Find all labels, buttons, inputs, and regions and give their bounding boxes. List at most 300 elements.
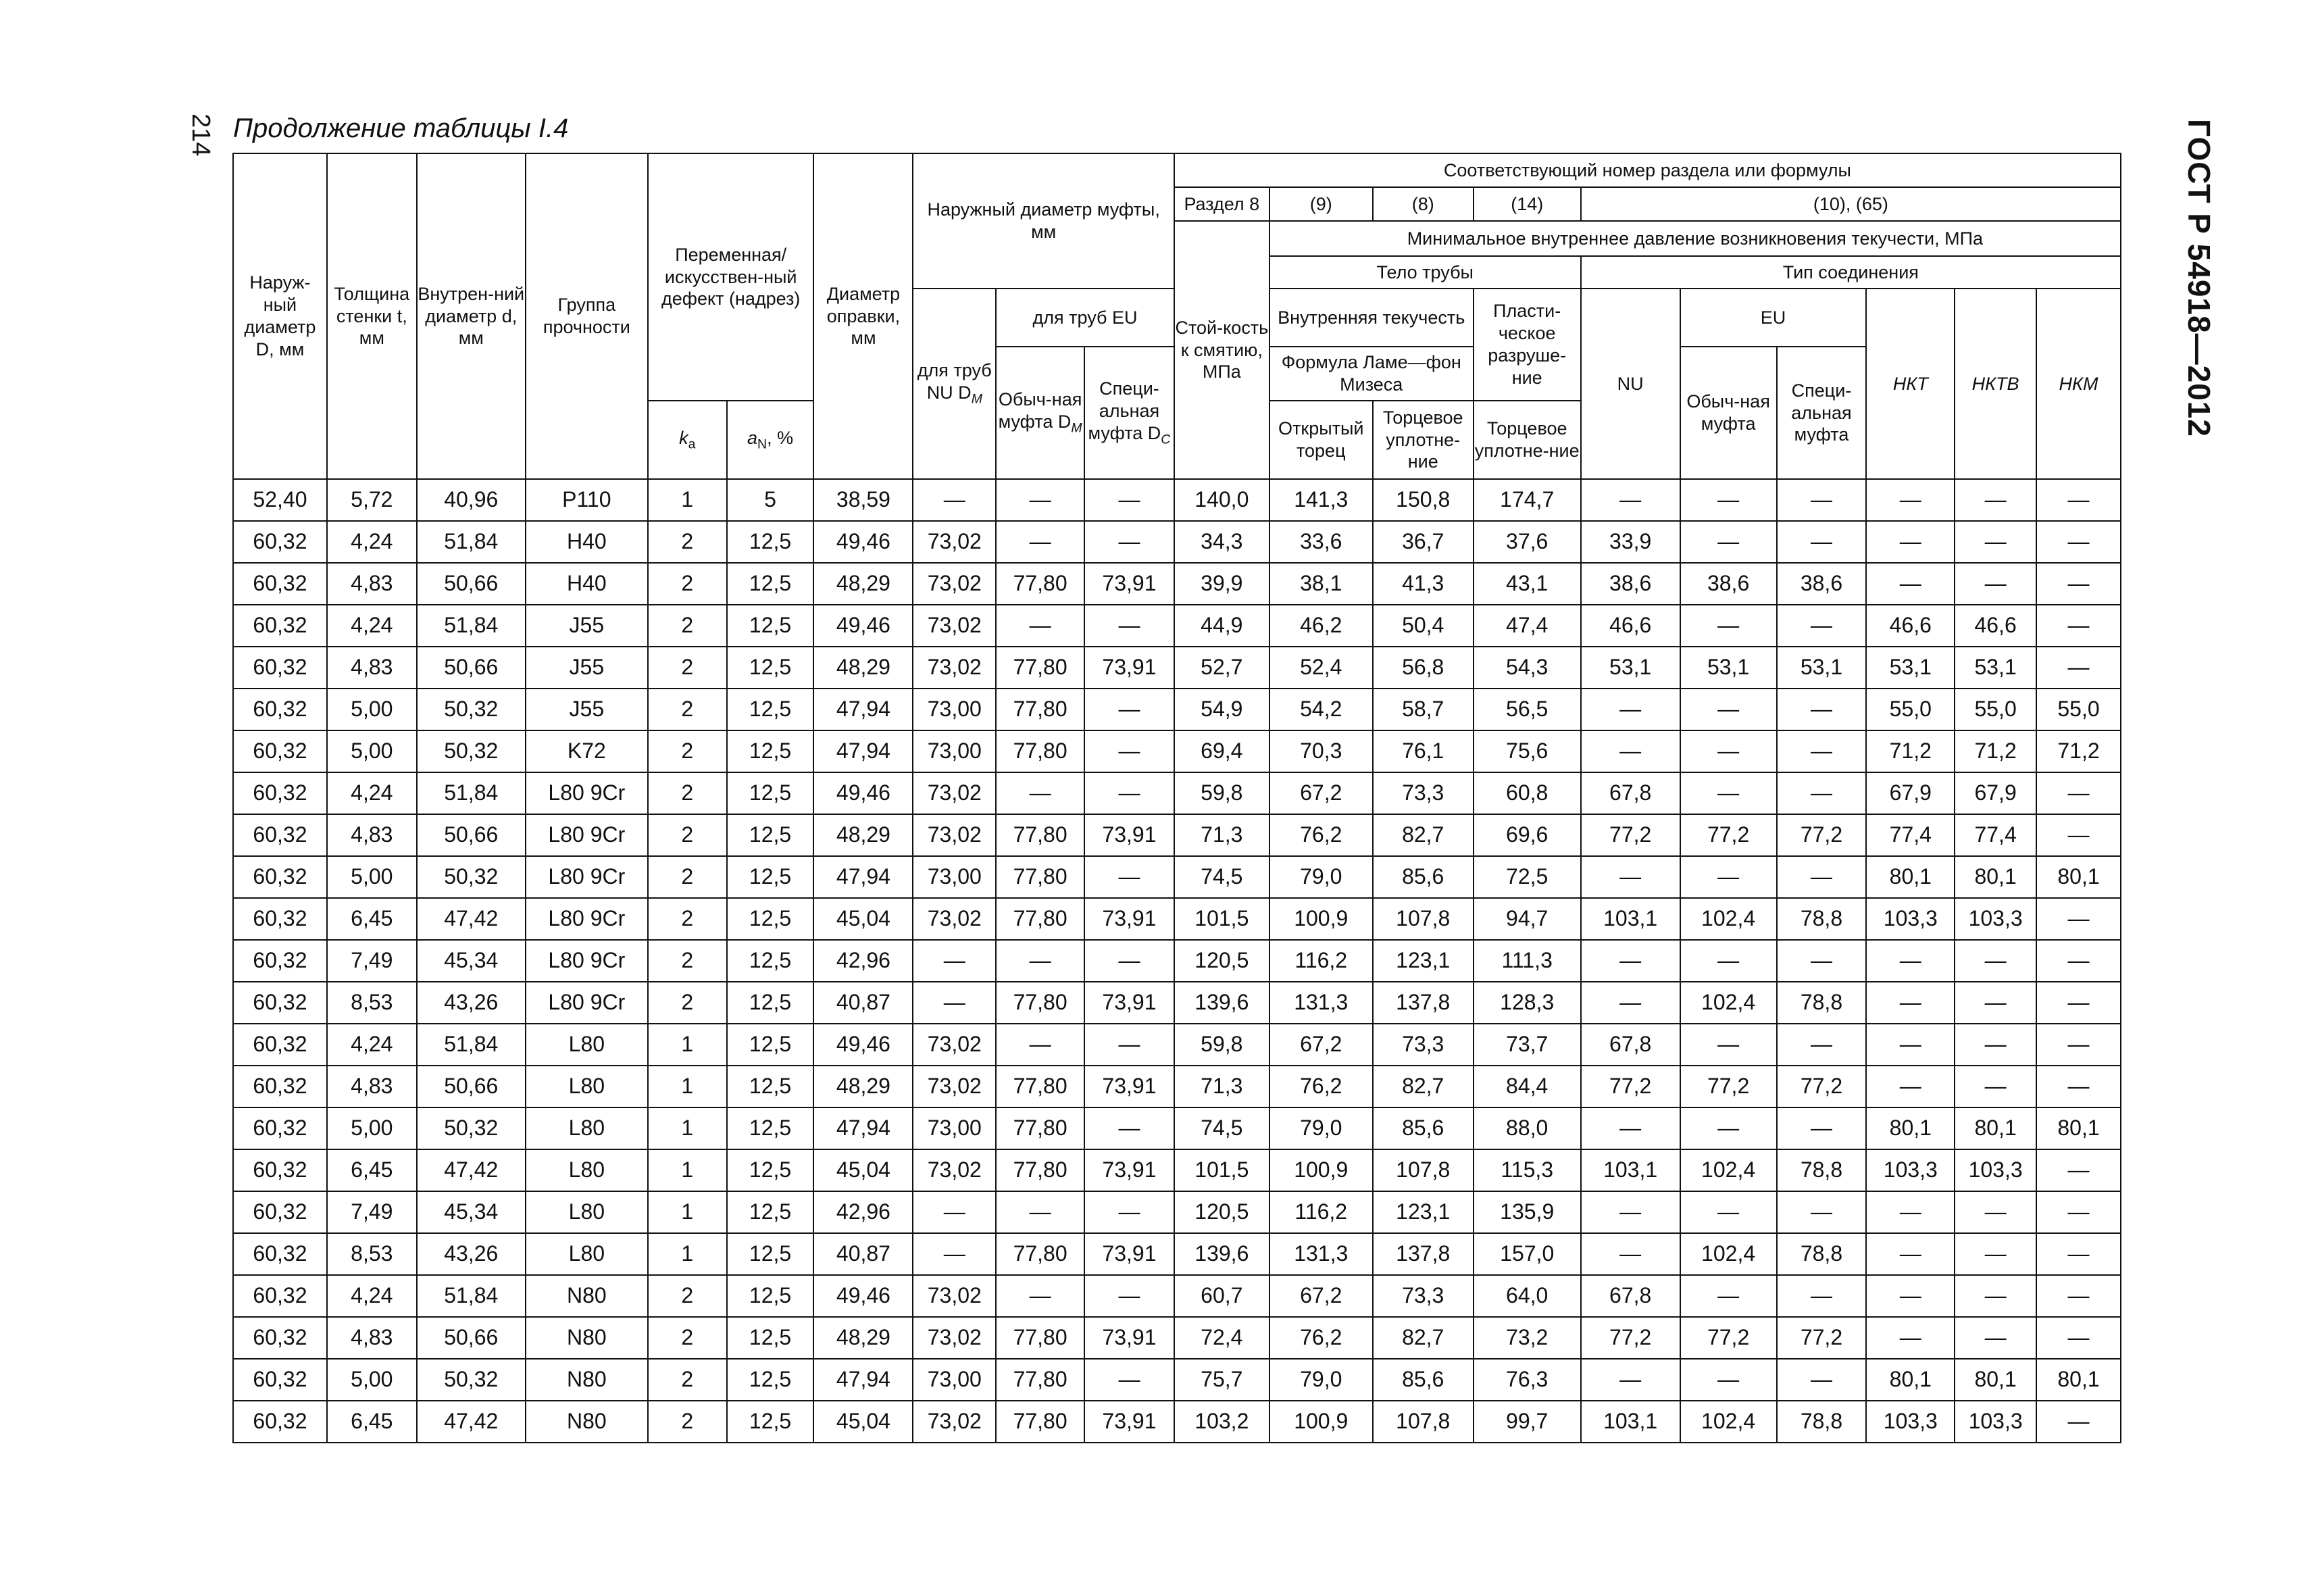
table-cell: 2 [648,1359,727,1401]
table-cell: L80 9Cr [526,982,648,1024]
table-cell: 77,4 [1866,814,1955,856]
table-cell: 77,80 [996,1359,1084,1401]
table-cell: J55 [526,605,648,647]
table-cell: H40 [526,521,648,563]
table-cell: 73,91 [1084,563,1174,605]
table-cell: 67,8 [1581,772,1680,814]
table-cell: 45,34 [417,1191,526,1233]
table-cell: 79,0 [1269,856,1373,898]
table-cell: 12,5 [727,563,814,605]
table-cell: 60,32 [233,1149,327,1191]
table-cell: 12,5 [727,730,814,772]
table-cell: — [1777,1191,1867,1233]
table-cell: — [1777,521,1867,563]
table-cell: 12,5 [727,1359,814,1401]
table-cell: 131,3 [1269,1233,1373,1275]
table-cell: L80 [526,1233,648,1275]
table-cell: 141,3 [1269,479,1373,521]
table-cell: 49,46 [813,605,913,647]
table-cell: 2 [648,689,727,730]
table-cell: — [1084,940,1174,982]
table-cell: 12,5 [727,1401,814,1443]
table-cell: 4,24 [327,1275,417,1317]
header-an: $a_N$, % [727,401,814,479]
table-cell: 4,83 [327,563,417,605]
table-cell: — [1084,1107,1174,1149]
table-cell: — [1777,1107,1867,1149]
table-cell: 2 [648,563,727,605]
table-cell: — [2036,647,2121,689]
table-row [233,605,2121,647]
table-cell: 111,3 [1474,940,1581,982]
table-cell: — [1777,1024,1867,1066]
table-cell: — [2036,563,2121,605]
table-cell: 103,3 [1866,1401,1955,1443]
table-cell: 77,80 [996,982,1084,1024]
table-cell: 88,0 [1474,1107,1581,1149]
table-cell: 60,32 [233,605,327,647]
table-cell: — [1680,1107,1777,1149]
table-cell: 94,7 [1474,898,1581,940]
table-cell: 55,0 [1955,689,2036,730]
table-cell: 12,5 [727,1233,814,1275]
table-cell: 4,24 [327,521,417,563]
header-connection-type: Тип соединения [1581,256,2121,289]
table-cell: 54,3 [1474,647,1581,689]
table-cell: 5,00 [327,1359,417,1401]
table-cell: — [1777,689,1867,730]
table-cell: 1 [648,1149,727,1191]
table-cell: 69,6 [1474,814,1581,856]
table-cell: 60,32 [233,1401,327,1443]
header-wall-thickness: Толщина стенки t, мм [327,153,417,479]
table-cell: 139,6 [1174,982,1269,1024]
table-cell: — [2036,1233,2121,1275]
table-cell: 77,80 [996,1066,1084,1107]
table-cell: 137,8 [1373,1233,1474,1275]
table-cell: 77,80 [996,856,1084,898]
table-cell: H40 [526,563,648,605]
header-ductile-rupture: Пласти-ческое разруше-ние [1474,289,1581,401]
table-cell: L80 9Cr [526,856,648,898]
table-cell: 150,8 [1373,479,1474,521]
table-cell: 53,1 [1581,647,1680,689]
table-row [233,1401,2121,1443]
table-cell: 2 [648,856,727,898]
table-cell: N80 [526,1317,648,1359]
table-cell: — [1084,521,1174,563]
table-cell: — [1955,1317,2036,1359]
header-ref-9: (9) [1269,187,1373,221]
table-cell: — [996,479,1084,521]
table-cell: 80,1 [1955,1107,2036,1149]
table-cell: 33,9 [1581,521,1680,563]
table-cell: 8,53 [327,982,417,1024]
table-cell: 43,26 [417,982,526,1024]
table-cell: — [1955,1191,2036,1233]
table-cell: 2 [648,940,727,982]
table-cell: 73,02 [913,521,996,563]
table-cell: — [1866,479,1955,521]
table-cell: 60,32 [233,856,327,898]
table-row [233,940,2121,982]
table-cell: — [2036,1401,2121,1443]
table-cell: — [1581,1359,1680,1401]
table-cell: 77,80 [996,1401,1084,1443]
table-cell: 12,5 [727,1149,814,1191]
table-row [233,1233,2121,1275]
table-cell: 46,6 [1581,605,1680,647]
table-cell: 12,5 [727,1107,814,1149]
table-cell: — [1680,1275,1777,1317]
table-row [233,814,2121,856]
table-cell: — [1680,1191,1777,1233]
table-cell: 107,8 [1373,898,1474,940]
table-cell: 80,1 [1955,1359,2036,1401]
table-cell: 76,1 [1373,730,1474,772]
table-cell: 74,5 [1174,1107,1269,1149]
table-cell: 71,2 [1866,730,1955,772]
table-cell: 73,00 [913,689,996,730]
table-cell: 2 [648,521,727,563]
standard-designation: ГОСТ Р 54918—2012 [2182,119,2217,437]
table-cell: 100,9 [1269,1149,1373,1191]
table-cell: 82,7 [1373,814,1474,856]
table-cell: L80 9Cr [526,940,648,982]
table-cell: 103,3 [1866,898,1955,940]
table-cell: 73,91 [1084,814,1174,856]
table-cell: 73,00 [913,1107,996,1149]
table-cell: 80,1 [2036,1107,2121,1149]
header-eu: EU [1680,289,1867,347]
table-cell: 59,8 [1174,1024,1269,1066]
table-cell: 123,1 [1373,940,1474,982]
table-cell: — [1955,1024,2036,1066]
table-cell: 76,2 [1269,1066,1373,1107]
table-cell: 67,8 [1581,1024,1680,1066]
table-row [233,898,2121,940]
table-cell: 102,4 [1680,1149,1777,1191]
table-cell: L80 [526,1024,648,1066]
header-nkt: НКТ [1866,289,1955,479]
table-cell: 71,3 [1174,814,1269,856]
table-cell: 49,46 [813,1024,913,1066]
table-cell: 77,80 [996,814,1084,856]
table-cell: 73,7 [1474,1024,1581,1066]
header-end-seal-ductile: Торцевое уплотне-ние [1474,401,1581,479]
header-nu-pipe: для труб NU $D_M$ [913,289,996,479]
table-cell: 4,24 [327,605,417,647]
table-cell: — [913,1233,996,1275]
table-cell: 103,2 [1174,1401,1269,1443]
table-cell: — [1581,940,1680,982]
table-cell: 77,80 [996,1317,1084,1359]
table-cell: 51,84 [417,1275,526,1317]
table-cell: 77,80 [996,898,1084,940]
table-cell: 103,1 [1581,898,1680,940]
table-cell: 1 [648,1191,727,1233]
table-cell: 51,84 [417,1024,526,1066]
table-cell: 50,66 [417,647,526,689]
table-row [233,772,2121,814]
table-cell: L80 9Cr [526,898,648,940]
table-cell: — [1581,982,1680,1024]
header-open-end: Открытый торец [1269,401,1373,479]
table-cell: — [1955,1233,2036,1275]
table-cell: 174,7 [1474,479,1581,521]
table-cell: — [1084,772,1174,814]
table-cell: — [2036,772,2121,814]
table-cell: — [1680,730,1777,772]
table-cell: 60,32 [233,1066,327,1107]
table-cell: — [1581,1191,1680,1233]
table-cell: 80,1 [1955,856,2036,898]
table-cell: 64,0 [1474,1275,1581,1317]
table-cell: 76,3 [1474,1359,1581,1401]
table-cell: 38,6 [1680,563,1777,605]
table-cell: N80 [526,1401,648,1443]
table-cell: — [996,772,1084,814]
table-cell: 4,24 [327,1024,417,1066]
table-cell: — [2036,1024,2121,1066]
table-cell: 48,29 [813,1066,913,1107]
table-cell: 67,2 [1269,1024,1373,1066]
table-cell: 75,7 [1174,1359,1269,1401]
table-cell: — [2036,605,2121,647]
table-cell: 47,94 [813,689,913,730]
table-cell: — [1955,1066,2036,1107]
table-cell: 116,2 [1269,940,1373,982]
table-cell: N80 [526,1275,648,1317]
table-cell: — [1084,1191,1174,1233]
table-header [233,153,2121,479]
header-collapse: Стой-кость к смятию, МПа [1174,221,1269,479]
header-eu-pipe: для труб EU [996,289,1174,347]
table-cell: 8,53 [327,1233,417,1275]
table-cell: 77,2 [1777,814,1867,856]
table-cell: 85,6 [1373,856,1474,898]
table-cell: — [996,521,1084,563]
table-cell: 2 [648,898,727,940]
table-cell: 123,1 [1373,1191,1474,1233]
table-cell: 48,29 [813,563,913,605]
table-cell: 2 [648,605,727,647]
table-cell: 7,49 [327,940,417,982]
data-table [232,153,2121,1443]
table-cell: — [2036,1066,2121,1107]
table-cell: — [1680,1024,1777,1066]
table-cell: 52,4 [1269,647,1373,689]
table-cell: 107,8 [1373,1401,1474,1443]
table-cell: 80,1 [1866,1359,1955,1401]
table-cell: — [1581,730,1680,772]
header-ref-8: (8) [1373,187,1474,221]
table-cell: 49,46 [813,1275,913,1317]
table-cell: 53,1 [1777,647,1867,689]
table-cell: — [1866,1066,1955,1107]
table-body [233,479,2121,1443]
table-cell: — [1581,1233,1680,1275]
table-cell: 60,32 [233,772,327,814]
table-cell: 73,3 [1373,1275,1474,1317]
table-row [233,521,2121,563]
table-cell: 103,1 [1581,1401,1680,1443]
table-cell: 80,1 [2036,1359,2121,1401]
table-cell: 73,91 [1084,1066,1174,1107]
table-cell: 73,91 [1084,1149,1174,1191]
table-cell: — [1955,479,2036,521]
header-lame-formula: Формула Ламе—фон Мизеса [1269,347,1474,401]
table-row [233,982,2121,1024]
table-cell: 120,5 [1174,940,1269,982]
table-cell: 73,2 [1474,1317,1581,1359]
table-cell: 52,40 [233,479,327,521]
table-row [233,1024,2121,1066]
table-cell: 77,80 [996,1149,1084,1191]
table-cell: 77,2 [1777,1317,1867,1359]
table-cell: 80,1 [1866,856,1955,898]
table-cell: — [1866,1191,1955,1233]
table-cell: 47,42 [417,898,526,940]
table-cell: 47,42 [417,1401,526,1443]
table-cell: 60,32 [233,1107,327,1149]
table-cell: 103,3 [1955,1401,2036,1443]
table-cell: 45,34 [417,940,526,982]
table-cell: 73,02 [913,605,996,647]
table-cell: 73,3 [1373,772,1474,814]
table-cell: K72 [526,730,648,772]
table-cell: 78,8 [1777,1149,1867,1191]
table-cell: 73,91 [1084,1233,1174,1275]
table-cell: 60,32 [233,563,327,605]
table-cell: 77,2 [1680,1066,1777,1107]
header-nkm: НКМ [2036,289,2121,479]
table-cell: 46,2 [1269,605,1373,647]
header-ref-section8: Раздел 8 [1174,187,1269,221]
table-cell: 47,42 [417,1149,526,1191]
table-cell: — [1866,1233,1955,1275]
table-cell: — [1955,940,2036,982]
table-row [233,1149,2121,1191]
table-cell: 73,00 [913,730,996,772]
table-cell: 77,2 [1680,814,1777,856]
table-cell: 76,2 [1269,814,1373,856]
table-cell: 12,5 [727,856,814,898]
table-cell: 51,84 [417,521,526,563]
table-cell: 43,1 [1474,563,1581,605]
table-cell: — [996,940,1084,982]
table-cell: 60,32 [233,521,327,563]
table-cell: 116,2 [1269,1191,1373,1233]
header-eu-special-dc: Специ-альная муфта $D_C$ [1084,347,1174,479]
table-cell: 5,00 [327,1107,417,1149]
table-cell: 34,3 [1174,521,1269,563]
table-cell: 103,3 [1955,1149,2036,1191]
table-cell: 77,2 [1777,1066,1867,1107]
table-cell: 60,7 [1174,1275,1269,1317]
table-cell: 73,91 [1084,898,1174,940]
table-row [233,647,2121,689]
table-cell: 73,91 [1084,647,1174,689]
table-cell: 48,29 [813,1317,913,1359]
table-cell: 37,6 [1474,521,1581,563]
table-cell: 58,7 [1373,689,1474,730]
table-cell: 12,5 [727,1024,814,1066]
header-outer-diameter: Наруж-ный диаметр D, мм [233,153,327,479]
table-cell: — [1084,479,1174,521]
table-cell: 2 [648,1275,727,1317]
table-cell: 60,32 [233,1275,327,1317]
table-cell: 67,8 [1581,1275,1680,1317]
table-cell: 77,2 [1581,814,1680,856]
table-cell: — [996,605,1084,647]
table-cell: 50,32 [417,1107,526,1149]
table-row [233,1317,2121,1359]
table-cell: 101,5 [1174,898,1269,940]
table-cell: 99,7 [1474,1401,1581,1443]
table-cell: 38,6 [1777,563,1867,605]
table-cell: 85,6 [1373,1107,1474,1149]
header-nktv: НКТВ [1955,289,2036,479]
table-cell: 50,32 [417,1359,526,1401]
table-cell: 2 [648,730,727,772]
table-cell: — [913,982,996,1024]
table-row [233,1359,2121,1401]
table-cell: 56,8 [1373,647,1474,689]
table-row [233,479,2121,521]
table-cell: — [2036,814,2121,856]
table-cell: — [2036,521,2121,563]
table-cell: 1 [648,1066,727,1107]
table-cell: — [2036,898,2121,940]
table-cell: 45,04 [813,898,913,940]
table-row [233,1275,2121,1317]
table-cell: 12,5 [727,940,814,982]
table-cell: 50,66 [417,1066,526,1107]
table-cell: 77,80 [996,689,1084,730]
table-cell: — [1866,1317,1955,1359]
table-cell: 60,32 [233,1024,327,1066]
table-cell: 12,5 [727,814,814,856]
table-cell: 128,3 [1474,982,1581,1024]
table-cell: 50,4 [1373,605,1474,647]
table-cell: — [1680,856,1777,898]
table-cell: 139,6 [1174,1233,1269,1275]
header-ka: $k_a$ [648,401,727,479]
table-cell: 60,32 [233,982,327,1024]
table-cell: 12,5 [727,521,814,563]
table-cell: — [2036,1275,2121,1317]
table-cell: 1 [648,1107,727,1149]
table-cell: — [1777,856,1867,898]
table-cell: 12,5 [727,772,814,814]
table-cell: — [913,479,996,521]
table-cell: 73,02 [913,1275,996,1317]
table-cell: 51,84 [417,772,526,814]
table-cell: — [1955,563,2036,605]
table-cell: 2 [648,772,727,814]
table-cell: 157,0 [1474,1233,1581,1275]
table-cell: 12,5 [727,898,814,940]
table-cell: 50,66 [417,814,526,856]
table-cell: 4,83 [327,814,417,856]
table-cell: — [996,1024,1084,1066]
table-cell: — [1581,689,1680,730]
table-cell: 1 [648,479,727,521]
table-cell: — [1084,730,1174,772]
table-cell: P110 [526,479,648,521]
table-cell: 73,00 [913,1359,996,1401]
